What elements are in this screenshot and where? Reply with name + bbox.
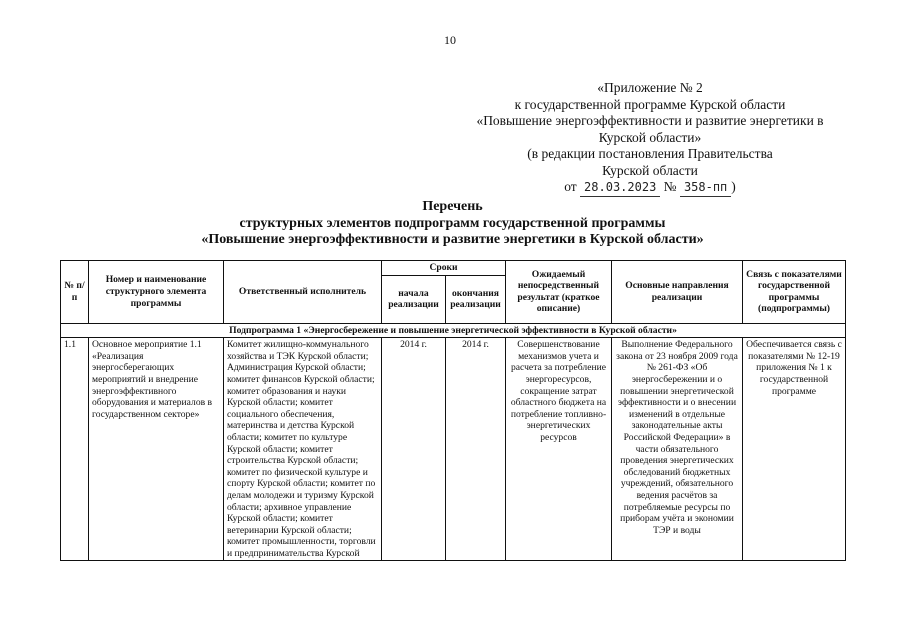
appendix-line: «Повышение энергоэффективности и развитие энергетики в <box>476 113 824 128</box>
structural-elements-table <box>60 260 846 561</box>
title-line: «Повышение энергоэффективности и развитие энергетики в Курской области» <box>201 232 704 247</box>
header-num: № п/п <box>61 261 89 324</box>
close-paren: ) <box>731 179 736 194</box>
appendix-line: «Приложение № 2 <box>597 80 703 95</box>
appendix-line: Курской области <box>602 162 698 178</box>
cell-link: Обеспечивается связь с показателями № 12-19 приложения № 1 к государственной программе <box>743 338 846 561</box>
cell-end: 2014 г. <box>446 338 506 561</box>
cell-start: 2014 г. <box>382 338 446 561</box>
subprogram-row: Подпрограмма 1 «Энергосбережение и повышение энергетической эффективности в Курской области» <box>61 323 846 338</box>
cell-name: Основное мероприятие 1.1 «Реализация энергосберегающих мероприятий и внедрение энергоэффективного оборудования и материалов в государственном секторе» <box>89 338 224 561</box>
appendix-line: Курской области» <box>598 129 702 145</box>
appendix-line: к государственной программе Курской области <box>514 96 786 112</box>
header-end: окончания реализации <box>446 275 506 323</box>
title-line: структурных элементов подпрограмм государственной программы <box>239 215 666 231</box>
cell-num: 1.1 <box>61 338 89 561</box>
resolution-date: 28.03.2023 <box>580 179 660 197</box>
cell-responsible: Комитет жилищно-коммунального хозяйства и ТЭК Курской области; Администрация Курской области; комитет финансов Курской области; комитет образования и науки Курской области; комитет социального обеспечения, материнства и детства Курской области; комитет по культуре Курской области; комитет строительства Курской области; комитет по физической культуре и спорту Курской области; комитет по делам молодежи и туризму Курской области; архивное управление Курской области; комитет ветеринарии Курской области; комитет промышленности, торговли и предпринимательства Курской <box>224 338 382 561</box>
header-directions: Основные направления реализации <box>612 261 743 324</box>
number-prefix: № <box>663 179 677 194</box>
cell-result: Совершенствование механизмов учета и расчета за потребление энергоресурсов, сокращение затрат областного бюджета на потребление топливно-энергетических ресурсов <box>506 338 612 561</box>
title-line: Перечень <box>422 199 483 214</box>
resolution-number: 358-пп <box>680 179 731 197</box>
table-row <box>61 338 846 561</box>
header-start: начала реализации <box>382 275 446 323</box>
appendix-line: (в редакции постановления Правительства <box>527 146 773 161</box>
header-result: Ожидаемый непосредственный результат (краткое описание) <box>506 261 612 324</box>
page-number: 10 <box>444 33 456 47</box>
document-title <box>60 199 845 249</box>
header-link: Связь с показателями государственной программы (подпрограммы) <box>743 261 846 324</box>
header-name: Номер и наименование структурного элемента программы <box>89 261 224 324</box>
header-responsible: Ответственный исполнитель <box>224 261 382 324</box>
appendix-header <box>440 80 860 197</box>
header-terms: Сроки <box>382 261 506 276</box>
date-prefix: от <box>564 179 577 194</box>
cell-directions: Выполнение Федерального закона от 23 ноября 2009 года № 261-ФЗ «Об энергосбережении и о повышении энергетической эффективности и о внесении изменений в отдельные законодательные акты Российской Федерации» в части обязательного проведения энергетических обследований бюджетных учреждений, обязательного ведения расчётов за потребляемые ресурсы по приборам учёта и экономии ТЭР и воды <box>612 338 743 561</box>
resolution-date-line <box>440 179 860 197</box>
